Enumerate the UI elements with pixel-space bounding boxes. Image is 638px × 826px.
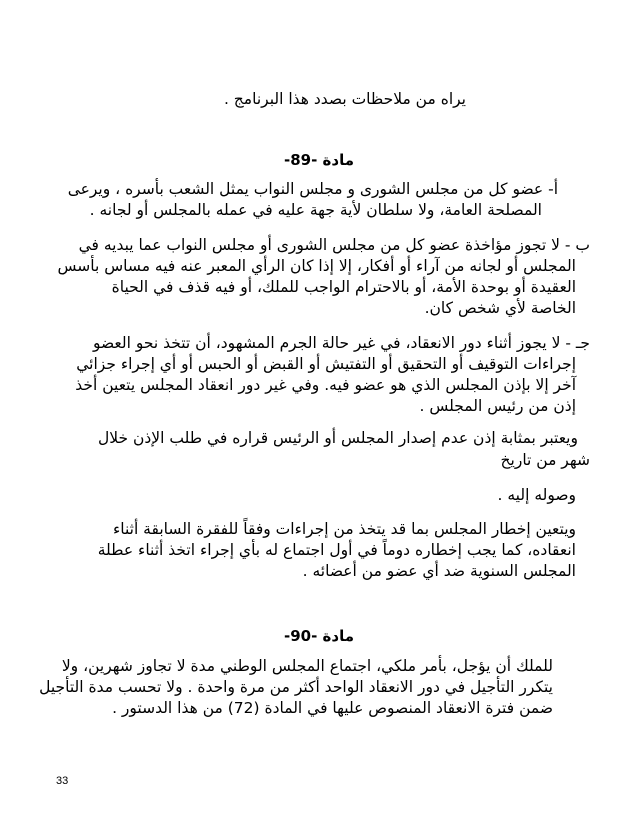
article-90-para-line-2: يتكرر التأجيل في دور الانعقاد الواحد أكثر من مرة واحدة . ولا تحسب مدة التأجيل (39, 678, 553, 696)
intro-line: يراه من ملاحظات بصدد هذا البرنامج . (223, 90, 466, 108)
article-89-heading: مادة -89- (283, 151, 355, 169)
article-90-heading: مادة -90- (283, 627, 355, 645)
article-89-para-e: وصوله إليه . (497, 486, 576, 504)
article-89-para-c-line-3: آخر إلا بإذن المجلس الذي هو عضو فيه. وفي غير دور انعقاد المجلس يتعين أخذ (75, 376, 576, 394)
article-89-para-b-line-1: ب - لا تجوز مؤاخذة عضو كل من مجلس الشورى أو مجلس النواب عما يبديه في (78, 236, 590, 254)
article-89-para-a-line-1: أ- عضو كل من مجلس الشورى و مجلس النواب يمثل الشعب بأسره ، ويرعى (67, 180, 558, 198)
article-89-para-d-line-1: ويعتبر بمثابة إذن عدم إصدار المجلس أو الرئيس قراره في طلب الإذن خلال (97, 429, 578, 447)
article-89-para-a-line-2: المصلحة العامة، ولا سلطان لأية جهة عليه في عمله بالمجلس أو لجانه . (89, 201, 542, 219)
article-89-para-f-line-3: المجلس السنوية ضد أي عضو من أعضائه . (302, 562, 576, 580)
article-89-para-c-line-4: إذن من رئيس المجلس . (419, 397, 576, 415)
article-89-para-f-line-2: انعقاده، كما يجب إخطاره دوماً في أول اجتماع له بأي إجراء اتخذ أثناء عطلة (97, 541, 576, 559)
article-90-para-line-1: للملك أن يؤجل، بأمر ملكي، اجتماع المجلس الوطني مدة لا تجاوز شهرين، ولا (61, 657, 553, 675)
page-number: 33 (56, 775, 69, 787)
article-89-para-c-line-2: إجراءات التوقيف أو التحقيق أو التفتيش أو القبض أو الحبس أو أي إجراء جزائي (76, 355, 576, 373)
article-89-para-b-line-3: العقيدة أو بوحدة الأمة، أو بالاحترام الواجب للملك، أو فيه قذف في الحياة (111, 278, 576, 296)
article-89-para-d-line-2: شهر من تاريخ (500, 451, 590, 469)
article-89-para-c-line-1: جـ - لا يجوز أثناء دور الانعقاد، في غير حالة الجرم المشهود، أن تتخذ نحو العضو (92, 334, 590, 352)
article-89-para-b-line-2: المجلس أو لجانه من آراء أو أفكار، إلا إذا كان الرأي المعبر عنه فيه مساس بأسس (57, 257, 576, 275)
article-89-para-f-line-1: ويتعين إخطار المجلس بما قد يتخذ من إجراءات وفقاً للفقرة السابقة أثناء (112, 520, 576, 538)
article-89-para-b-line-4: الخاصة لأي شخص كان. (424, 299, 576, 317)
article-90-para-line-3: ضمن فترة الانعقاد المنصوص عليها في المادة (72) من هذا الدستور . (112, 699, 553, 717)
